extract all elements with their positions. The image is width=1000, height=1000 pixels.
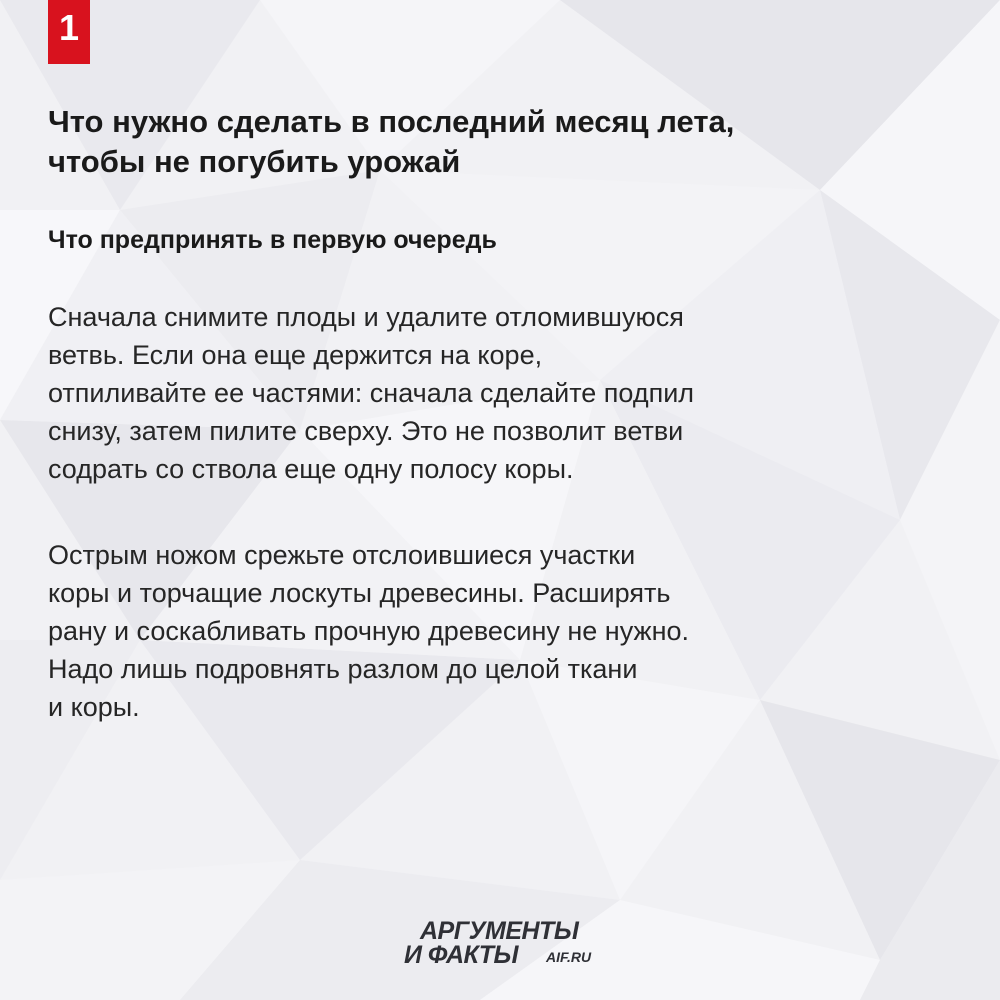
paragraph-line: ветвь. Если она еще держится на коре, <box>48 340 543 370</box>
logo-line-2: И ФАКТЫ <box>404 941 518 969</box>
page-title <box>48 102 948 182</box>
paragraph-line: Острым ножом срежьте отслоившиеся участки <box>48 540 636 570</box>
title-line: Что нужно сделать в последний месяц лета, <box>48 104 735 139</box>
paragraph-line: рану и соскабливать прочную древесину не нужно. <box>48 616 690 646</box>
paragraph-line: содрать со ствола еще одну полосу коры. <box>48 454 574 484</box>
paragraph-line: Надо лишь подровнять разлом до целой ткани <box>48 654 638 684</box>
paragraph-line: и коры. <box>48 692 140 722</box>
logo-line-1: АРГУМЕНТЫ <box>420 917 579 945</box>
section-subtitle: Что предпринять в первую очередь <box>48 226 497 254</box>
slide-number-badge: 1 <box>48 0 90 64</box>
paragraph-line: Сначала снимите плоды и удалите отломившуюся <box>48 302 684 332</box>
logo-url: AIF.RU <box>546 949 592 965</box>
paragraph-line: коры и торчащие лоскуты древесины. Расширять <box>48 578 671 608</box>
paragraph-line: снизу, затем пилите сверху. Это не позволит ветви <box>48 416 684 446</box>
paragraph-2 <box>48 536 948 726</box>
title-line: чтобы не погубить урожай <box>48 144 461 179</box>
paragraph-1 <box>48 298 948 488</box>
aif-logo <box>404 916 624 976</box>
paragraph-line: отпиливайте ее частями: сначала сделайте подпил <box>48 378 695 408</box>
